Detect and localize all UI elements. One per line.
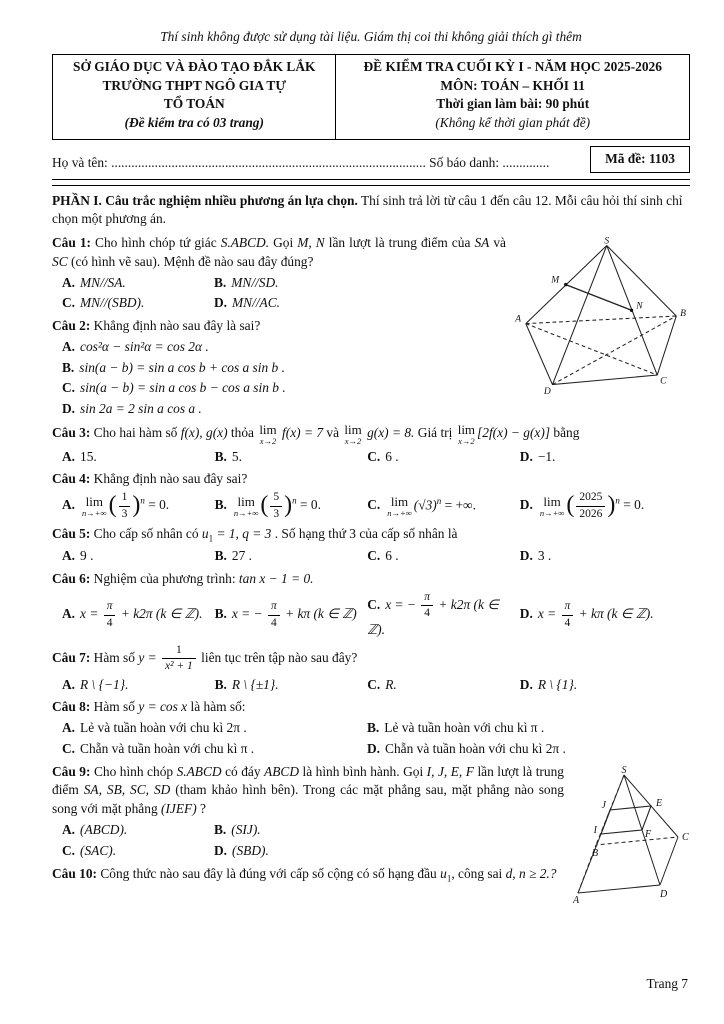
exponent: n [140, 495, 145, 506]
option-c [62, 740, 367, 759]
q9-label: Câu 9: [52, 763, 91, 779]
option-letter: A. [62, 338, 76, 354]
q1-label: Câu 1: [52, 235, 92, 251]
option-text: MN//SA. [80, 274, 126, 290]
option-letter: B. [214, 821, 227, 837]
math-run: I, J, E, F [426, 763, 474, 779]
exponent: n [615, 495, 620, 506]
option-d [520, 448, 690, 467]
option-c [62, 294, 214, 313]
limit-word: lim [259, 422, 277, 438]
duration-line: Thời gian làm bài: 90 phút [436, 96, 590, 112]
left-paren: ( [108, 492, 117, 519]
option-text: R. [385, 676, 397, 692]
option-pre: x = [537, 606, 557, 622]
option-letter: C. [367, 596, 381, 612]
fig1-label-a: A [515, 314, 522, 325]
denominator: 4 [270, 616, 277, 629]
math-run: ABCD [264, 763, 299, 779]
exam-code-box [590, 146, 690, 173]
option-a [62, 676, 215, 695]
q5-options [62, 547, 690, 566]
option-text: sin(a − b) = sin a cos b − cos a sin b . [80, 380, 286, 396]
part1-title: PHẦN I. Câu trắc nghiệm nhiều phương án lựa chọn. [52, 192, 358, 208]
fig9-label-b: B [592, 847, 599, 859]
section-divider [52, 179, 690, 186]
option-text: 9 . [80, 548, 94, 564]
right-paren: ) [284, 492, 293, 519]
option-c [367, 591, 520, 640]
numerator: π [104, 600, 116, 616]
subscript: 1 [446, 873, 452, 884]
q4-label: Câu 4: [52, 471, 91, 487]
option-pre: x = − [385, 596, 416, 612]
limit-subscript: x→2 [259, 436, 277, 447]
option-text: 3 . [537, 548, 552, 564]
text-run: Nghiệm của phương trình: [90, 571, 239, 587]
limit-word: lim [237, 494, 255, 510]
math-run: tan x − 1 = 0. [238, 571, 314, 587]
math-run: f(x), g(x) [180, 425, 228, 441]
figure-labels [572, 765, 689, 906]
option-d [520, 676, 690, 695]
option-c [367, 547, 520, 566]
option-d [214, 842, 366, 861]
option-text: (SBD). [232, 842, 269, 858]
text-run: lần lượt là trung điểm [52, 763, 564, 798]
denominator: 3 [273, 507, 280, 520]
math-run: SC [52, 253, 68, 269]
option-letter: D. [519, 676, 533, 692]
option-text: 15. [80, 448, 97, 464]
option-letter: C. [367, 548, 381, 564]
text-run: Giá trị [414, 425, 456, 441]
fraction [119, 491, 131, 521]
question-8 [52, 698, 690, 758]
subscript: 1 [208, 533, 214, 544]
text-run: là hàm số: [187, 699, 246, 715]
q6-stem [52, 570, 690, 589]
option-d [367, 740, 672, 759]
limit-word: lim [543, 494, 561, 510]
option-letter: D. [214, 295, 228, 311]
option-letter: A. [62, 274, 76, 290]
fig9-label-j: J [601, 799, 606, 811]
option-text: (ABCD). [80, 821, 128, 837]
fraction [576, 491, 605, 521]
math-run: = 1, q = 3 [216, 526, 272, 542]
option-post: + kπ (k ∈ ℤ) [285, 606, 357, 622]
option-text: cos²α − sin²α = cos 2α . [80, 338, 209, 354]
option-letter: B. [214, 497, 227, 513]
text-run: Hàm số [90, 699, 139, 715]
exam-title: ĐỀ KIỂM TRA CUỐI KỲ I - NĂM HỌC 2025-2026 [363, 58, 662, 74]
option-text: = 0. [148, 497, 170, 513]
text-run: Cho hình chóp tứ giác [91, 235, 221, 251]
text-run: Cho cấp số nhân có [90, 526, 202, 542]
radical-expr: (√3) [413, 497, 437, 513]
limit-subscript: n→+∞ [233, 508, 259, 519]
math-run: y = [138, 649, 157, 665]
option-text: (SIJ). [231, 821, 261, 837]
option-letter: D. [214, 842, 228, 858]
department-name: SỞ GIÁO DỤC VÀ ĐÀO TẠO ĐẮK LẮK [73, 58, 316, 74]
fraction [421, 591, 433, 621]
option-text: 27 . [231, 548, 252, 564]
option-text: (SAC). [80, 842, 117, 858]
option-b [215, 547, 368, 566]
math-run: u [440, 865, 447, 881]
q7-label: Câu 7: [52, 649, 91, 665]
fraction [270, 491, 282, 521]
option-letter: B. [214, 676, 227, 692]
text-run: là hình bình hành. Gọi [299, 763, 427, 779]
option-letter: A. [62, 448, 76, 464]
text-run: Công thức nào sau đây là đúng với cấp số cộng có số hạng đầu [97, 865, 441, 881]
option-text: sin(a − b) = sin a cos b + cos a sin b . [79, 359, 285, 375]
limit-word: lim [390, 494, 409, 510]
option-text: Lẻ và tuần hoàn với chu kì π . [384, 720, 545, 736]
text-run: Gọi [269, 235, 298, 251]
option-letter: D. [367, 740, 381, 756]
option-letter: B. [214, 548, 227, 564]
exponent: n [436, 495, 442, 506]
text-run: Hàm số [90, 649, 139, 665]
numerator: 1 [119, 491, 131, 507]
option-text: sin 2a = 2 sin a cos a . [80, 401, 202, 417]
pyramid-figure-q9 [572, 765, 690, 915]
q7-stem [52, 644, 690, 674]
limit-subscript: n→+∞ [539, 508, 565, 519]
option-a [62, 600, 215, 630]
limit-subscript: x→2 [344, 436, 362, 447]
option-letter: D. [519, 548, 533, 564]
q5-label: Câu 5: [52, 526, 91, 542]
right-paren: ) [132, 492, 141, 519]
math-run: n ≥ 2.? [519, 865, 557, 881]
math-run: S.ABCD [176, 763, 222, 779]
option-letter: B. [62, 359, 75, 375]
option-text: −1. [537, 448, 556, 464]
q8-options-row2 [62, 740, 690, 759]
option-d [520, 600, 690, 630]
option-b [215, 491, 368, 521]
page-number: Trang 7 [646, 976, 688, 992]
option-text: 6 . [385, 448, 399, 464]
fig9-label-c: C [682, 831, 689, 843]
question-6 [52, 570, 690, 640]
fig1-label-b: B [680, 309, 686, 320]
math-run: u [201, 526, 209, 542]
option-a [62, 821, 214, 840]
option-a [62, 719, 367, 738]
limit-word: lim [344, 422, 362, 438]
option-letter: A. [62, 497, 76, 513]
fig9-label-i: I [593, 824, 597, 836]
q7-options [62, 676, 690, 695]
q4-options [62, 491, 690, 521]
option-c [62, 842, 214, 861]
option-letter: C. [62, 380, 76, 396]
denominator: 4 [106, 616, 113, 629]
part1-heading [52, 192, 690, 230]
option-b [215, 600, 368, 630]
numerator: 2025 [576, 491, 605, 507]
text-run: (có hình vẽ sau). Mệnh đề nào sau đây đúng? [67, 253, 314, 269]
option-letter: A. [62, 548, 76, 564]
option-b [215, 676, 368, 695]
q5-stem [52, 525, 690, 545]
q6-options [62, 591, 690, 640]
text-run: thỏa [227, 425, 258, 441]
right-paren: ) [607, 492, 616, 519]
option-letter: B. [367, 720, 380, 736]
exam-code: Mã đề: 1103 [605, 150, 675, 166]
limit-subscript: x→2 [458, 436, 475, 447]
option-letter: C. [62, 295, 76, 311]
pyramid-figure-q1 [514, 236, 690, 396]
option-letter: C. [367, 676, 381, 692]
denominator: 3 [121, 507, 128, 520]
option-text: 5. [231, 448, 242, 464]
numerator: 5 [270, 491, 282, 507]
option-c [367, 448, 520, 467]
option-a [62, 491, 215, 521]
option-text: = 0. [623, 497, 645, 513]
q4-stem [52, 470, 690, 489]
fraction [562, 600, 574, 630]
fig9-label-d: D [660, 888, 668, 900]
fig1-label-c: C [660, 376, 667, 387]
option-a [62, 274, 214, 293]
text-run: bằng [550, 425, 580, 441]
exponent: n [292, 495, 297, 506]
numerator: π [268, 600, 280, 616]
option-post: + k2π (k ∈ ℤ). [367, 596, 499, 637]
pages-note: (Đề kiểm tra có 03 trang) [124, 115, 264, 131]
question-7 [52, 644, 690, 695]
option-post: + kπ (k ∈ ℤ). [578, 606, 654, 622]
limit-notation [344, 423, 361, 446]
text-run: lần lượt là trung điểm của [324, 235, 475, 251]
option-text: = +∞. [444, 497, 476, 513]
header-right-cell [336, 54, 690, 139]
name-field-label: Họ và tên: .............................................................................................. [52, 154, 426, 170]
option-pre: x = − [231, 606, 263, 622]
option-letter: C. [367, 448, 381, 464]
limit-subscript: n→+∞ [387, 508, 412, 519]
header-left-cell [53, 54, 336, 139]
numerator: π [421, 591, 433, 607]
subject-group: TỔ TOÁN [163, 96, 225, 112]
text-run: Cho hai hàm số [90, 425, 181, 441]
school-name: TRƯỜNG THPT NGÔ GIA TỰ [102, 77, 286, 93]
denominator: 2026 [579, 507, 603, 520]
limit-word: lim [85, 494, 103, 510]
option-c [367, 495, 520, 518]
text-run: ? [196, 801, 206, 817]
math-run: f(x) = 7 [282, 425, 324, 441]
math-run: d, [505, 865, 519, 881]
denominator: x² + 1 [165, 660, 193, 673]
fig9-label-s: S [621, 764, 627, 776]
option-letter: B. [214, 448, 227, 464]
option-b [214, 821, 366, 840]
limit-notation [387, 495, 412, 518]
option-letter: D. [519, 497, 533, 513]
option-text: 6 . [385, 548, 399, 564]
option-b [215, 448, 368, 467]
text-run: (tham khảo hình bên). Trong các mặt phẳng sau, mặt phẳng nào song song với mặt phẳng [52, 782, 565, 817]
limit-notation [234, 495, 259, 518]
question-5 [52, 525, 690, 566]
left-paren: ( [260, 492, 269, 519]
text-run: Khẳng định nào sau đây sai? [90, 471, 248, 487]
text-run: và [489, 235, 506, 251]
math-run: SA, SB, SC, SD [83, 782, 171, 798]
option-d [520, 547, 690, 566]
text-run: . Số hạng thứ 3 của cấp số nhân là [271, 526, 458, 542]
option-text: Chẵn và tuần hoàn với chu kì π . [80, 740, 255, 756]
option-letter: C. [62, 740, 76, 756]
fig1-label-d: D [543, 387, 551, 397]
fraction [162, 644, 196, 674]
subject-line: MÔN: TOÁN – KHỐI 11 [440, 77, 586, 93]
option-text: MN//(SBD). [80, 295, 145, 311]
option-text: Lẻ và tuần hoàn với chu kì 2π . [80, 720, 247, 736]
fraction [268, 600, 280, 630]
text-run: có đáy [221, 763, 265, 779]
limit-notation [259, 423, 276, 446]
fraction [104, 600, 116, 630]
math-run: g(x) = 8. [367, 425, 415, 441]
denominator: 4 [564, 616, 571, 629]
figure-lines [526, 246, 676, 385]
option-pre: x = [80, 606, 99, 622]
option-text: MN//SD. [231, 274, 279, 290]
text-run: Khẳng định nào sau đây là sai? [90, 318, 261, 334]
option-a [62, 448, 215, 467]
math-run: (IJEF) [161, 801, 197, 817]
option-letter: C. [62, 842, 76, 858]
candidate-row [52, 146, 690, 173]
math-run: S.ABCD. [220, 235, 270, 251]
numerator: 1 [162, 644, 196, 660]
option-text: R \ {1}. [537, 676, 578, 692]
option-b [214, 274, 366, 293]
fig9-label-f: F [645, 828, 652, 840]
option-letter: A. [62, 821, 76, 837]
option-letter: D. [62, 401, 76, 417]
math-run: M, N [297, 235, 325, 251]
math-run: [2f(x) − g(x)] [477, 425, 551, 441]
question-4 [52, 470, 690, 521]
option-d [214, 294, 366, 313]
option-letter: D. [519, 448, 533, 464]
numerator: π [562, 600, 574, 616]
part1-desc: Thí sinh trả lời từ câu 1 đến câu 12. Mỗi câu hỏi thí sinh chỉ chọn một phương án. [52, 192, 683, 227]
q8-stem [52, 698, 690, 717]
math-run: SA [474, 235, 490, 251]
option-text: R \ {±1}. [231, 676, 279, 692]
option-text: R \ {−1}. [80, 676, 129, 692]
text-run: liên tục trên tập nào sau đây? [197, 649, 358, 665]
text-run: Cho hình chóp [90, 763, 177, 779]
q6-label: Câu 6: [52, 571, 91, 587]
option-text: MN//AC. [232, 295, 281, 311]
limit-notation [82, 495, 107, 518]
option-letter: A. [62, 720, 76, 736]
q10-label: Câu 10: [52, 865, 98, 881]
option-b [367, 719, 672, 738]
limit-notation [458, 423, 475, 446]
option-a [62, 547, 215, 566]
limit-subscript: n→+∞ [82, 508, 107, 519]
limit-notation [540, 495, 565, 518]
option-letter: A. [62, 606, 76, 622]
duration-note: (Không kể thời gian phát đề) [435, 115, 591, 131]
option-letter: C. [367, 497, 381, 513]
option-letter: B. [214, 606, 227, 622]
fig1-label-s: S [604, 236, 610, 247]
option-letter: A. [62, 676, 76, 692]
fig9-label-a: A [573, 894, 580, 906]
top-instruction: Thí sinh không được sử dụng tài liệu. Giám thị coi thi không giải thích gì thêm [160, 29, 582, 44]
fig1-label-n: N [636, 301, 643, 312]
math-run: y = cos x [138, 699, 188, 715]
q3-options [62, 448, 690, 467]
option-post: + k2π (k ∈ ℤ). [120, 606, 203, 622]
q3-label: Câu 3: [52, 425, 91, 441]
exam-header-table [52, 54, 690, 140]
option-text: = 0. [300, 497, 321, 513]
q3-stem [52, 423, 690, 446]
q8-options-row1 [62, 719, 690, 738]
option-letter: D. [519, 606, 533, 622]
sbd-field-label: Số báo danh: .............. [425, 154, 550, 170]
limit-word: lim [457, 422, 476, 438]
text-run: và [323, 425, 343, 441]
option-d [62, 400, 690, 419]
option-letter: B. [214, 274, 227, 290]
fig1-label-m: M [551, 275, 560, 286]
denominator: 4 [424, 607, 431, 620]
q8-label: Câu 8: [52, 699, 91, 715]
text-run: , công sai [451, 865, 506, 881]
left-paren: ( [566, 492, 575, 519]
option-c [367, 676, 520, 695]
question-3 [52, 423, 690, 466]
q2-label: Câu 2: [52, 318, 91, 334]
candidate-fields [52, 146, 549, 173]
fig9-label-e: E [656, 797, 663, 809]
option-d [520, 491, 690, 521]
option-text: Chẵn và tuần hoàn với chu kì 2π . [385, 740, 566, 756]
